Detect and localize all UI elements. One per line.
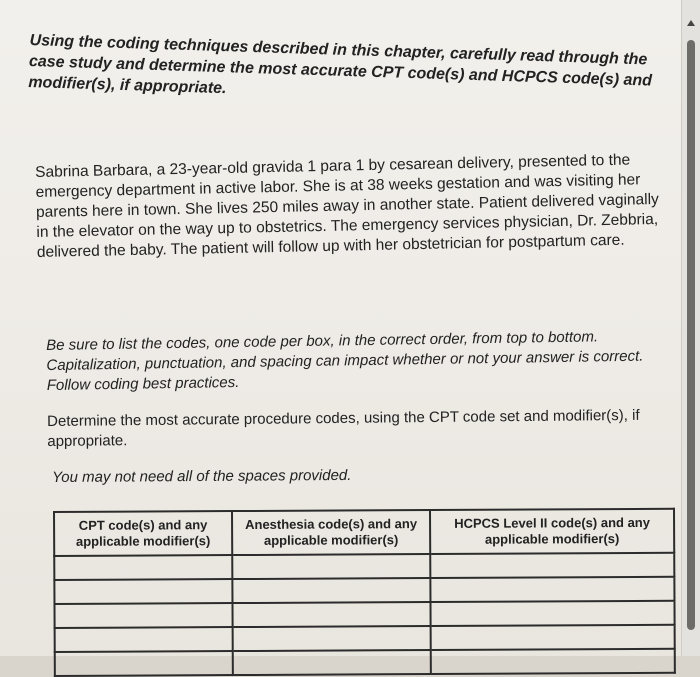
instructions-text: Be sure to list the codes, one code per box, in the correct order, from top to bottom. Capitalization, punctuation, and spacing can impact whether or not your answer is correct. Follow coding best practices. xyxy=(46,328,644,394)
hcpcs-answer-box[interactable] xyxy=(431,649,675,674)
table-row xyxy=(55,649,675,676)
table-row xyxy=(54,601,674,628)
table-row xyxy=(55,625,675,652)
note-text: You may not need all of the spaces provided. xyxy=(52,466,352,486)
anesthesia-header: Anesthesia code(s) and any applicable modifier(s) xyxy=(232,510,430,555)
cpt-header: CPT code(s) and any applicable modifier(s) xyxy=(54,511,232,556)
table-row xyxy=(54,553,674,580)
anesthesia-answer-box[interactable] xyxy=(233,626,431,651)
cpt-answer-box[interactable] xyxy=(54,603,232,628)
anesthesia-answer-box[interactable] xyxy=(232,554,430,579)
anesthesia-answer-box[interactable] xyxy=(232,602,430,627)
codes-answer-table xyxy=(53,508,676,677)
hcpcs-answer-box[interactable] xyxy=(430,553,674,578)
cpt-answer-box[interactable] xyxy=(54,555,232,580)
scrollbar-thumb[interactable] xyxy=(687,40,695,630)
hcpcs-header: HCPCS Level II code(s) and any applicable modifier(s) xyxy=(430,509,674,554)
cpt-answer-box[interactable] xyxy=(54,579,232,604)
intro-text: Using the coding techniques described in this chapter, carefully read through the case study and determine the most accurate CPT code(s) and HCPCS code(s) and modifier(s), if appropriate. xyxy=(28,31,653,98)
table-header-row xyxy=(54,509,674,556)
table-row xyxy=(54,577,674,604)
anesthesia-answer-box[interactable] xyxy=(232,578,430,603)
hcpcs-answer-box[interactable] xyxy=(431,625,675,650)
case-study-text: Sabrina Barbara, a 23-year-old gravida 1 para 1 by cesarean delivery, presented to the emergency department in active labor. She is at 38 weeks gestation and was visiting her parents here in town. She lives 250 miles away in another state. Patient delivered vaginally in the elevator on the way up to obstetrics. The emergency services physician, Dr. Zebbria, delivered the baby. The patient will follow up with her obstetrician for postpartum care. xyxy=(35,151,660,261)
anesthesia-answer-box[interactable] xyxy=(233,650,431,675)
vertical-scrollbar[interactable] xyxy=(681,0,700,656)
cpt-answer-box[interactable] xyxy=(55,627,233,652)
hcpcs-answer-box[interactable] xyxy=(430,601,674,626)
scroll-up-arrow-icon[interactable] xyxy=(687,20,695,26)
hcpcs-answer-box[interactable] xyxy=(430,577,674,602)
determine-text: Determine the most accurate procedure codes, using the CPT code set and modifier(s), if appropriate. xyxy=(47,406,640,450)
cpt-answer-box[interactable] xyxy=(55,651,233,676)
